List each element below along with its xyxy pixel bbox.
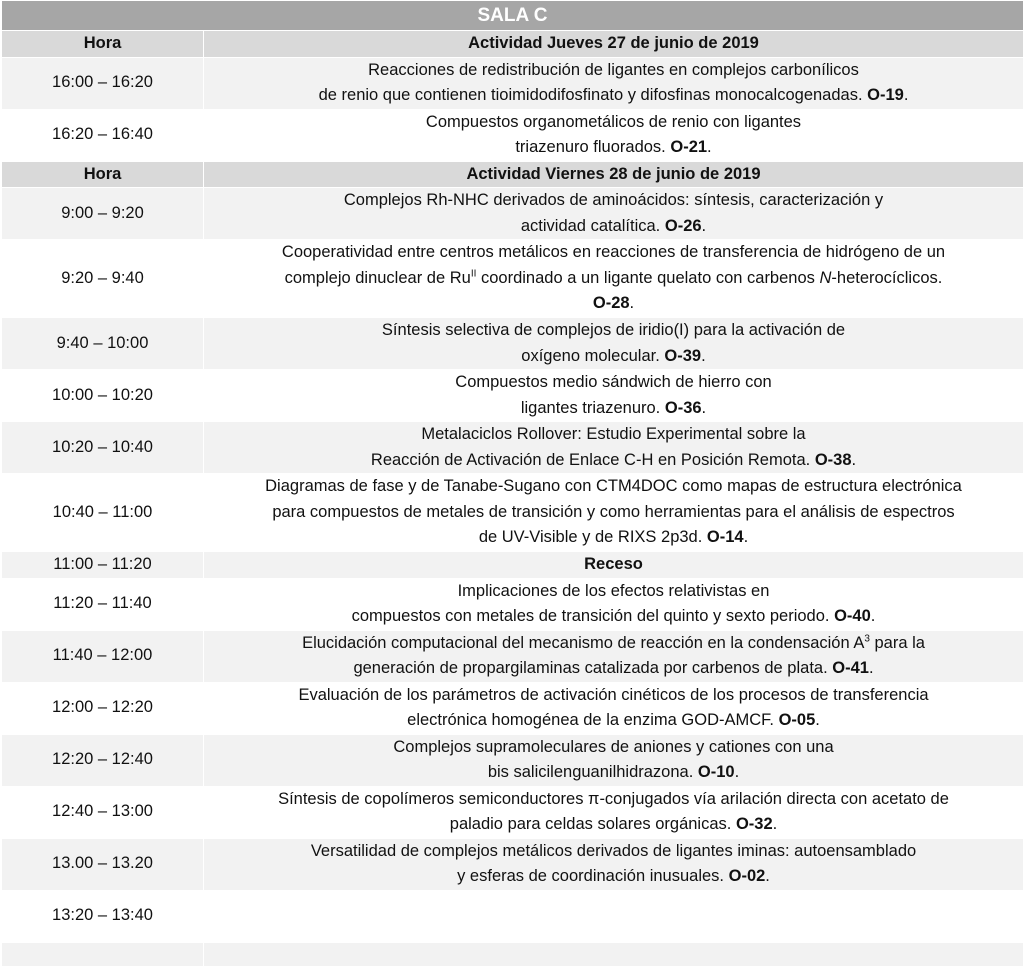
time-cell: 11:40 – 12:00 xyxy=(2,630,204,682)
talk-code: O-19 xyxy=(867,86,904,104)
talk-code: O-36 xyxy=(664,398,702,417)
talk-code: O-26 xyxy=(664,216,702,235)
time-cell: 13:20 – 13:40 xyxy=(2,890,204,942)
activity-cell: Complejos Rh-NHC derivados de aminoácidos: síntesis, caracterización y actividad catalítica. O-26. xyxy=(204,188,1024,240)
table-row xyxy=(2,240,1024,318)
talk-code: O-41 xyxy=(832,659,869,677)
activity-cell: Complejos supramoleculares de aniones y cationes con una bis salicilenguanilhidrazona. O-10. xyxy=(204,734,1024,786)
time-cell: 9:40 – 10:00 xyxy=(2,318,204,370)
table-row xyxy=(2,109,1024,161)
recess-cell xyxy=(204,942,1024,966)
talk-code: O-39 xyxy=(664,346,702,365)
talk-code: O-40 xyxy=(834,607,871,625)
activity-cell: Reacciones de redistribución de ligantes en complejos carbonílicos de renio que contienen tioimidodifosfinato y difosfinas monocalcogenadas. O-19. xyxy=(204,57,1024,109)
table-row xyxy=(2,552,1024,579)
recess-cell: Receso xyxy=(204,552,1024,579)
time-cell: 16:00 – 16:20 xyxy=(2,57,204,109)
activity-cell: Síntesis selectiva de complejos de iridio(I) para la activación de oxígeno molecular. O-39. xyxy=(204,318,1024,370)
time-cell: 9:00 – 9:20 xyxy=(2,188,204,240)
activity-cell: Implicaciones de los efectos relativistas en compuestos con metales de transición del quinto y sexto periodo. O-40. xyxy=(204,578,1024,630)
time-cell: 10:20 – 10:40 xyxy=(2,422,204,474)
activity-cell: Síntesis de copolímeros semiconductores π-conjugados vía arilación directa con acetato de paladio para celdas solares orgánicas. O-32. xyxy=(204,786,1024,838)
time-cell: 12:00 – 12:20 xyxy=(2,682,204,734)
table-row xyxy=(2,422,1024,474)
talk-code: O-14 xyxy=(706,528,744,547)
time-cell: 11:20 – 11:40 xyxy=(2,578,204,630)
talk-code: O-10 xyxy=(697,763,735,781)
table-row xyxy=(2,630,1024,682)
table-row xyxy=(2,188,1024,240)
talk-code: O-32 xyxy=(735,815,773,833)
talk-code: O-21 xyxy=(670,138,708,156)
time-cell: 13.00 – 13.20 xyxy=(2,838,204,890)
activity-cell: Elucidación computacional del mecanismo de reacción en la condensación $A^3$ para la generación de propargilaminas catalizada por carbenos de plata. O-41. xyxy=(204,630,1024,682)
table-row xyxy=(2,474,1024,552)
friday-header: Actividad Viernes 28 de junio de 2019 xyxy=(204,161,1024,188)
hora-header: Hora xyxy=(2,31,204,58)
talk-code: O-02 xyxy=(728,867,766,885)
hora-header: Hora xyxy=(2,161,204,188)
talk-code: O-38 xyxy=(814,450,852,469)
time-cell: 16:20 – 16:40 xyxy=(2,109,204,161)
activity-cell: Diagramas de fase y de Tanabe-Sugano con CTM4DOC como mapas de estructura electrónica para compuestos de metales de transición y como herramientas para el análisis de espectros de UV-Visible y de RIXS 2p3d. O-14. xyxy=(204,474,1024,552)
time-cell: 11:00 – 11:20 xyxy=(2,552,204,579)
table-row xyxy=(2,786,1024,838)
time-cell: 9:20 – 9:40 xyxy=(2,240,204,318)
table-row xyxy=(2,942,1024,966)
talk-code: O-28 xyxy=(592,294,630,313)
activity-cell: Compuestos organometálicos de renio con ligantes triazenuro fluorados. O-21. xyxy=(204,109,1024,161)
table-row xyxy=(2,890,1024,942)
room-title: SALA C xyxy=(2,1,1024,31)
time-cell: 12:40 – 13:00 xyxy=(2,786,204,838)
activity-cell: Metalaciclos Rollover: Estudio Experimental sobre la Reacción de Activación de Enlace C-H en Posición Remota. O-38. xyxy=(204,422,1024,474)
time-cell: 10:00 – 10:20 xyxy=(2,370,204,422)
table-row xyxy=(2,734,1024,786)
table-row xyxy=(2,57,1024,109)
time-cell: 12:20 – 12:40 xyxy=(2,734,204,786)
activity-cell xyxy=(204,890,1024,942)
talk-code: O-05 xyxy=(778,711,816,729)
table-row xyxy=(2,318,1024,370)
activity-cell: Evaluación de los parámetros de activación cinéticos de los procesos de transferencia electrónica homogénea de la enzima GOD-AMCF. O-05. xyxy=(204,682,1024,734)
activity-cell: Versatilidad de complejos metálicos derivados de ligantes iminas: autoensamblado y esferas de coordinación inusuales. O-02. xyxy=(204,838,1024,890)
table-row xyxy=(2,370,1024,422)
schedule-table xyxy=(1,0,1024,967)
time-cell: 10:40 – 11:00 xyxy=(2,474,204,552)
time-cell xyxy=(2,942,204,966)
table-row xyxy=(2,682,1024,734)
table-row xyxy=(2,838,1024,890)
thursday-header: Actividad Jueves 27 de junio de 2019 xyxy=(204,31,1024,58)
table-row xyxy=(2,578,1024,630)
activity-cell: Cooperatividad entre centros metálicos en reacciones de transferencia de hidrógeno de un complejo dinuclear de $Ru^{II}$ coordinado a un ligante quelato con carbenos N-heterocíclicos. O-28. xyxy=(204,240,1024,318)
activity-cell: Compuestos medio sándwich de hierro con ligantes triazenuro. O-36. xyxy=(204,370,1024,422)
